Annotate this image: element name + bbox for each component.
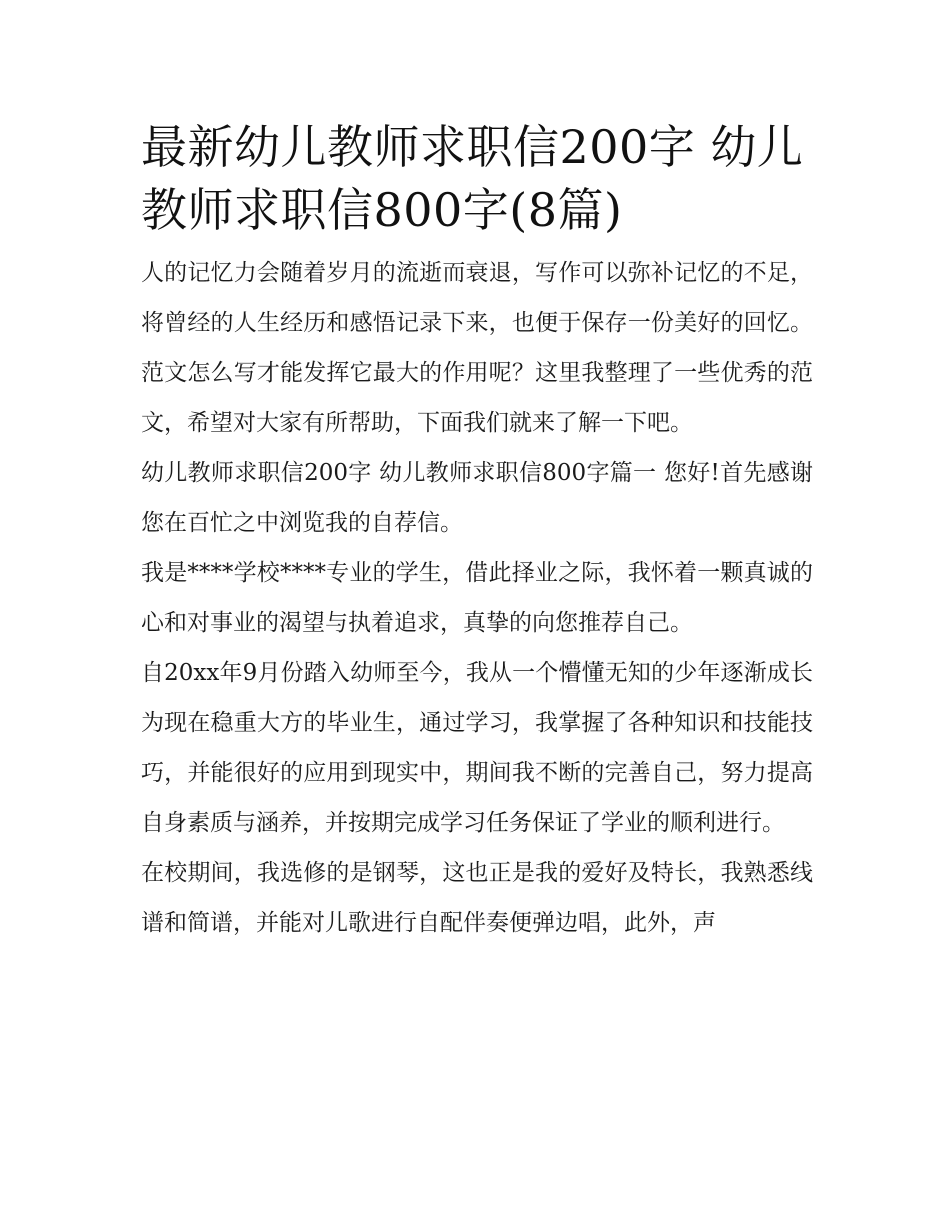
document-title: 最新幼儿教师求职信200字 幼儿教师求职信800字(8篇) (141, 120, 804, 237)
paragraph-self-introduction: 我是****学校****专业的学生，借此择业之际，我怀着一颗真诚的心和对事业的渴望与执着追求，真挚的向您推荐自己。 (141, 560, 813, 636)
paragraph-greeting: 幼儿教师求职信200字 幼儿教师求职信800字篇一 您好!首先感谢您在百忙之中浏览我的自荐信。 (141, 460, 813, 536)
paragraph-intro: 人的记忆力会随着岁月的流逝而衰退，写作可以弥补记忆的不足，将曾经的人生经历和感悟记录下来，也便于保存一份美好的回忆。范文怎么写才能发挥它最大的作用呢？这里我整理了一些优秀的范文，希望对大家有所帮助，下面我们就来了解一下吧。 (141, 260, 813, 436)
paragraph-skills: 在校期间，我选修的是钢琴，这也正是我的爱好及特长，我熟悉线谱和简谱，并能对儿歌进行自配伴奏便弹边唱，此外，声 (141, 860, 813, 936)
document-body (141, 116, 813, 948)
paragraph-study-experience: 自20xx年9月份踏入幼师至今，我从一个懵懂无知的少年逐渐成长为现在稳重大方的毕业生，通过学习，我掌握了各种知识和技能技巧，并能很好的应用到现实中，期间我不断的完善自己，努力提高自身素质与涵养，并按期完成学习任务保证了学业的顺利进行。 (141, 660, 813, 836)
